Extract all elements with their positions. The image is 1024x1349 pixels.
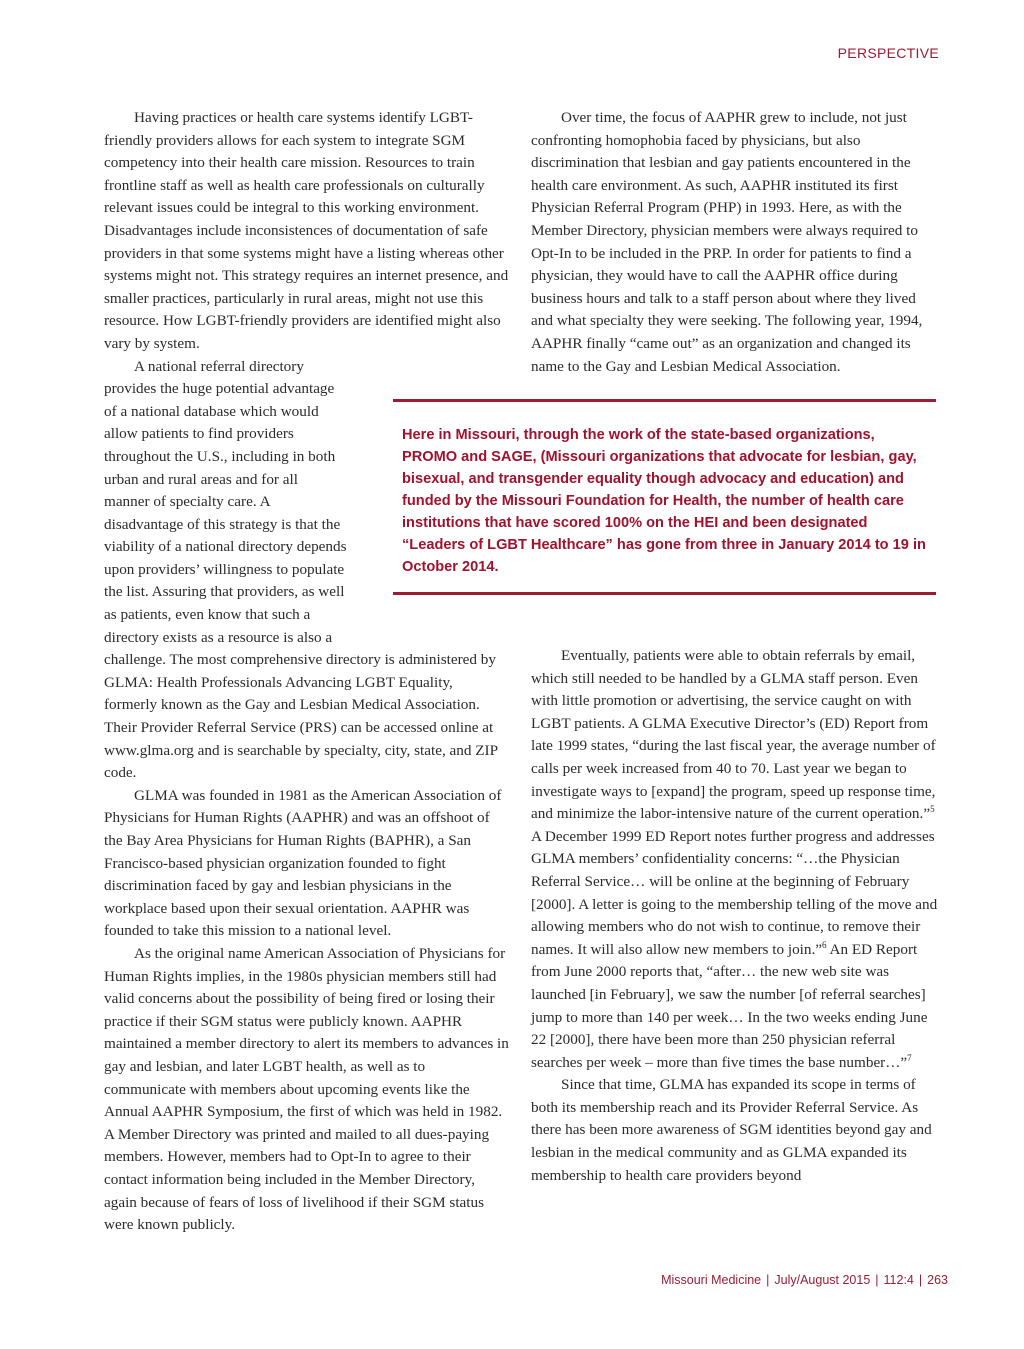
footer-separator: |: [918, 1273, 923, 1287]
footer-separator: |: [766, 1273, 770, 1287]
right-column-top: [531, 107, 939, 378]
reference-superscript: 5: [930, 804, 935, 815]
left-column: [104, 107, 509, 1237]
reference-superscript: 7: [907, 1052, 912, 1063]
body-paragraph: As the original name American Association of Physicians for Human Rights implies, in the 1980s physician members still had valid concerns about the possibility of being fired or losing their practice if their SGM status were publicly known. AAPHR maintained a member directory to alert its members to advances in gay and lesbian, and later LGBT health, as well as to communicate with members about upcoming events like the Annual AAPHR Symposium, the first of which was held in 1982. A Member Directory was printed and mailed to all dues-paying members. However, members had to Opt-In to agree to their contact information being included in the Member Directory, again because of fears of loss of livelihood if their SGM status were known publicly.: [104, 944, 509, 1234]
paragraph-text: A December 1999 ED Report notes further progress and addresses GLMA members’ confidentiality concerns: “…the Physician Referral Service… will be online at the beginning of February [2000]. A letter is going to the membership telling of the move and allowing members who do not wish to continue, to remove their names. It will also allow new members to join.”: [531, 827, 938, 958]
volume-issue: 112:4: [883, 1273, 914, 1287]
body-paragraph: Since that time, GLMA has expanded its scope in terms of both its membership reach and its Provider Referral Service. As there has been more awareness of SGM identities beyond gay and lesbian in the medical community and as GLMA expanded its membership to health care providers beyond: [531, 1076, 932, 1184]
section-label: PERSPECTIVE: [837, 45, 939, 61]
footer-separator: |: [875, 1273, 879, 1287]
pullquote-text: Here in Missouri, through the work of the state-based organizations, PROMO and SAGE, (Missouri organizations that advocate for lesbian, gay, bisexual, and transgender equality though advocacy and education) and funded by the Missouri Foundation for Health, the number of health care institutions that have scored 100% on the HEI and been designated “Leaders of LGBT Healthcare” has gone from three in January 2014 to 19 in October 2014.: [402, 427, 926, 575]
journal-name: Missouri Medicine: [661, 1273, 762, 1287]
issue-date: July/August 2015: [774, 1273, 871, 1287]
body-paragraph: GLMA was founded in 1981 as the American Association of Physicians for Human Rights (AAPHR) and was an offshoot of the Bay Area Physicians for Human Rights (BAPHR), a San Francisco-based physician organization founded to fight discrimination faced by gay and lesbian physicians in the workplace based upon their sexual orientation. AAPHR was founded to take this mission to a national level.: [104, 786, 502, 940]
body-paragraph: A national referral directory provides the huge potential advantage of a national database which would allow patients to find providers throughout the U.S., including in both urban and rural areas and for all manner of specialty care. A disadvantage of this strategy is that the viability of a national directory depends upon providers’ willingness to populate the list. Assuring that providers, as well as patients, even know that such a directory exists as a resource is also a challenge. The most comprehensive directory is administered by GLMA: Health Professionals Advancing LGBT Equality, formerly known as the Gay and Lesbian Medical Association. Their Provider Referral Service (PRS) can be accessed online at www.glma.org and is searchable by specialty, city, state, and ZIP code.: [104, 357, 498, 782]
paragraph-text: An ED Report from June 2000 reports that, “after… the new web site was launched [in February], we saw the number [of referral searches] jump to more than 140 per week… In the two weeks ending June 22 [2000], there have been more than 250 physician referral searches per week – more than five times the base number…”: [531, 940, 928, 1071]
right-column-bottom: [531, 645, 939, 1187]
reference-superscript: 6: [822, 939, 827, 950]
body-paragraph: [531, 645, 939, 1074]
pullquote: [393, 399, 936, 595]
page-footer: [661, 1273, 948, 1287]
paragraph-text: Eventually, patients were able to obtain referrals by email, which still needed to be handled by a GLMA staff person. Even with little promotion or advertising, the service caught on with LGBT patients. A GLMA Executive Director’s (ED) Report from late 1999 states, “during the last fiscal year, the average number of calls per week increased from 40 to 70. Last year we began to investigate ways to [expand] the program, speed up response time, and minimize the labor-intensive nature of the current operation.”: [531, 647, 936, 823]
body-paragraph: Over time, the focus of AAPHR grew to include, not just confronting homophobia faced by physicians, but also discrimination that lesbian and gay patients encountered in the health care environment. As such, AAPHR instituted its first Physician Referral Program (PHP) in 1993. Here, as with the Member Directory, physician members were always required to Opt-In to be included in the PRP. In order for patients to find a physician, they would have to call the AAPHR office during business hours and talk to a staff person about where they lived and what specialty they were seeking. The following year, 1994, AAPHR finally “came out” as an organization and changed its name to the Gay and Lesbian Medical Association.: [531, 109, 923, 375]
body-paragraph: Having practices or health care systems identify LGBT-friendly providers allows for each system to integrate SGM competency into their health care mission. Resources to train frontline staff as well as health care professionals on culturally relevant issues could be integral to this working environment. Disadvantages include inconsistences of documentation of safe providers in that some systems might have a listing whereas other systems might not. This strategy requires an internet presence, and smaller practices, particularly in rural areas, might not use this resource. How LGBT-friendly providers are identified might also vary by system.: [104, 109, 509, 352]
page-number: 263: [927, 1273, 948, 1287]
